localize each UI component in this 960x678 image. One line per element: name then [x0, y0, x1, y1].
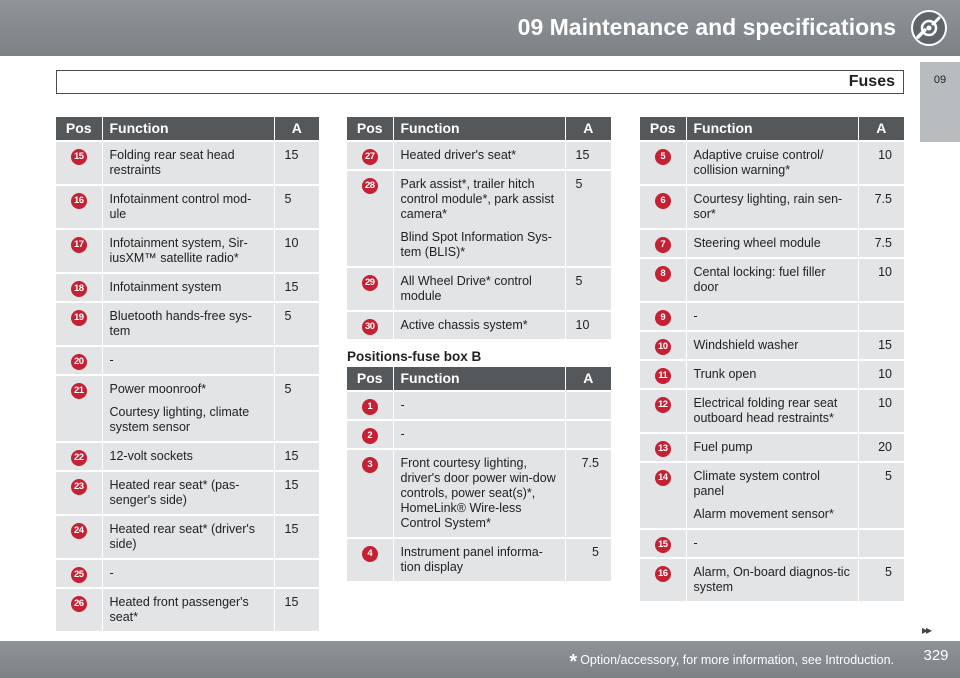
pos-cell [640, 558, 686, 601]
function-text: - [109, 566, 114, 580]
fuse-number-badge: 7 [655, 237, 671, 253]
fuse-table-left [56, 117, 319, 631]
col-function: Function [102, 117, 274, 141]
function-text: Alarm, On-board diagnos-tic system [693, 565, 850, 594]
fuse-number-badge: 8 [655, 266, 671, 282]
table-row [56, 442, 319, 471]
function-text: 12-volt sockets [109, 449, 193, 463]
function-cell [686, 529, 858, 558]
fuse-number-badge: 20 [71, 354, 87, 370]
fuse-number-badge: 14 [655, 470, 671, 486]
page-number: 329 [923, 647, 949, 664]
table-row [56, 185, 319, 229]
pos-cell [56, 515, 102, 559]
chapter-header [0, 0, 960, 56]
col-pos: Pos [347, 117, 393, 141]
function-text: Cental locking: fuel filler door [693, 265, 826, 294]
wrench-gear-icon [910, 9, 948, 47]
function-text: Trunk open [693, 367, 757, 381]
amperage-cell: 15 [274, 141, 319, 185]
col-pos: Pos [56, 117, 102, 141]
amperage-cell: 15 [274, 471, 319, 515]
pos-cell [56, 442, 102, 471]
fuse-table-middle-top [347, 117, 611, 339]
function-text: Infotainment system [109, 280, 222, 294]
pos-cell [56, 185, 102, 229]
fuse-table-box-b [347, 367, 611, 581]
fuse-table-right [640, 117, 904, 601]
table-row [56, 273, 319, 302]
function-text: Courtesy lighting, climate system sensor [109, 405, 250, 434]
fuse-number-badge: 21 [71, 383, 87, 399]
table-row [640, 389, 904, 433]
function-cell [102, 588, 274, 631]
fuse-number-badge: 4 [362, 546, 378, 562]
table-row [56, 302, 319, 346]
fuse-number-badge: 1 [362, 399, 378, 415]
col-amp: A [858, 117, 904, 141]
table-row [347, 420, 611, 449]
function-cell [102, 185, 274, 229]
fuse-number-badge: 6 [655, 193, 671, 209]
fuse-number-badge: 2 [362, 428, 378, 444]
pos-cell [56, 273, 102, 302]
pos-cell [347, 170, 393, 267]
amperage-cell: 10 [858, 389, 904, 433]
function-cell [686, 141, 858, 185]
function-cell [393, 449, 565, 538]
function-cell [686, 331, 858, 360]
amperage-cell: 15 [274, 273, 319, 302]
table-row [640, 529, 904, 558]
pos-cell [347, 391, 393, 420]
function-cell [102, 302, 274, 346]
fuse-number-badge: 11 [655, 368, 671, 384]
pos-cell [640, 433, 686, 462]
function-text: Heated front passenger's seat* [109, 595, 249, 624]
fuse-number-badge: 26 [71, 596, 87, 612]
function-cell [102, 141, 274, 185]
amperage-cell: 5 [274, 185, 319, 229]
table-row [640, 360, 904, 389]
function-text: Electrical folding rear seat outboard head restraints* [693, 396, 838, 425]
amperage-cell: 10 [858, 141, 904, 185]
fuse-number-badge: 10 [655, 339, 671, 355]
function-cell [102, 229, 274, 273]
pos-cell [56, 588, 102, 631]
table-row [640, 229, 904, 258]
pos-cell [640, 462, 686, 529]
amperage-cell [858, 529, 904, 558]
function-cell [393, 420, 565, 449]
fuse-number-badge: 27 [362, 149, 378, 165]
col-amp: A [565, 367, 611, 391]
double-chevron-right-icon[interactable]: ▸▸ [922, 623, 931, 637]
table-row [56, 141, 319, 185]
amperage-cell: 10 [565, 311, 611, 339]
col-amp: A [565, 117, 611, 141]
fuse-number-badge: 13 [655, 441, 671, 457]
function-text: Front courtesy lighting, driver's door power win-dow controls, power seat(s)*, HomeLink® Wire-less Control System* [400, 456, 556, 530]
section-title: Fuses [848, 73, 895, 90]
function-cell [393, 391, 565, 420]
chapter-tab-label: 09 [933, 74, 947, 86]
amperage-cell: 5 [274, 375, 319, 442]
col-function: Function [393, 117, 565, 141]
function-cell [102, 375, 274, 442]
footnote-text: Option/accessory, for more information, see Introduction. [580, 653, 894, 667]
pos-cell [347, 267, 393, 311]
table-row [347, 170, 611, 267]
fuse-number-badge: 15 [655, 537, 671, 553]
amperage-cell: 15 [274, 515, 319, 559]
table-row [347, 267, 611, 311]
pos-cell [347, 311, 393, 339]
pos-cell [56, 229, 102, 273]
function-cell [102, 346, 274, 375]
fuse-number-badge: 16 [71, 193, 87, 209]
function-text: Heated rear seat* (pas-senger's side) [109, 478, 240, 507]
amperage-cell: 10 [274, 229, 319, 273]
chapter-title: 09 Maintenance and specifications [517, 14, 896, 40]
function-cell [393, 267, 565, 311]
amperage-cell: 5 [565, 538, 611, 581]
fuse-number-badge: 23 [71, 479, 87, 495]
function-text: - [400, 398, 405, 412]
fuse-number-badge: 28 [362, 178, 378, 194]
amperage-cell [565, 391, 611, 420]
function-text: Heated driver's seat* [400, 148, 517, 162]
function-text: Instrument panel informa-tion display [400, 545, 543, 574]
table-row [56, 375, 319, 442]
chapter-tab[interactable] [920, 62, 960, 142]
function-text: Power moonroof* [109, 382, 207, 396]
table-row [347, 538, 611, 581]
fuse-number-badge: 15 [71, 149, 87, 165]
amperage-cell: 10 [858, 360, 904, 389]
table-row [640, 462, 904, 529]
function-text: Blind Spot Information Sys-tem (BLIS)* [400, 230, 552, 259]
pos-cell [640, 229, 686, 258]
amperage-cell: 15 [274, 588, 319, 631]
footer-note [569, 651, 894, 674]
pos-cell [347, 538, 393, 581]
fuse-number-badge: 22 [71, 450, 87, 466]
table-row [56, 588, 319, 631]
pos-cell [640, 331, 686, 360]
pos-cell [640, 141, 686, 185]
pos-cell [56, 141, 102, 185]
function-text: - [400, 427, 405, 441]
fuse-number-badge: 3 [362, 457, 378, 473]
col-function: Function [686, 117, 858, 141]
function-text: Alarm movement sensor* [693, 507, 834, 521]
amperage-cell: 7.5 [565, 449, 611, 538]
amperage-cell: 10 [858, 258, 904, 302]
function-text: Windshield washer [693, 338, 799, 352]
footnote-star: * [569, 651, 578, 673]
pos-cell [56, 375, 102, 442]
function-cell [393, 141, 565, 170]
function-text: Climate system control panel [693, 469, 820, 498]
function-cell [393, 170, 565, 267]
function-cell [686, 229, 858, 258]
amperage-cell: 7.5 [858, 185, 904, 229]
fuse-number-badge: 29 [362, 275, 378, 291]
function-text: Fuel pump [693, 440, 753, 454]
function-cell [686, 462, 858, 529]
table-row [640, 141, 904, 185]
function-cell [393, 538, 565, 581]
amperage-cell: 5 [858, 462, 904, 529]
amperage-cell [565, 420, 611, 449]
fuse-number-badge: 30 [362, 319, 378, 335]
pos-cell [640, 258, 686, 302]
pos-cell [56, 559, 102, 588]
fuse-number-badge: 12 [655, 397, 671, 413]
amperage-cell [274, 346, 319, 375]
function-text: Adaptive cruise control/ collision warning* [693, 148, 824, 177]
function-cell [686, 558, 858, 601]
pos-cell [640, 360, 686, 389]
page-footer [0, 641, 960, 678]
function-cell [686, 185, 858, 229]
function-cell [102, 515, 274, 559]
table-row [640, 302, 904, 331]
section-bar [56, 70, 904, 94]
fuse-box-b-caption: Positions-fuse box B [347, 349, 482, 364]
function-cell [102, 273, 274, 302]
amperage-cell: 15 [274, 442, 319, 471]
table-row [347, 311, 611, 339]
fuse-number-badge: 16 [655, 566, 671, 582]
pos-cell [640, 389, 686, 433]
table-row [640, 331, 904, 360]
amperage-cell: 5 [274, 302, 319, 346]
col-function: Function [393, 367, 565, 391]
amperage-cell: 5 [565, 170, 611, 267]
function-text: Park assist*, trailer hitch control module*, park assist camera* [400, 177, 555, 221]
table-row [56, 515, 319, 559]
fuse-number-badge: 5 [655, 149, 671, 165]
function-text: Heated rear seat* (driver's side) [109, 522, 256, 551]
pos-cell [640, 302, 686, 331]
function-text: - [693, 536, 698, 550]
amperage-cell: 5 [565, 267, 611, 311]
amperage-cell [858, 302, 904, 331]
table-row [56, 346, 319, 375]
pos-cell [640, 185, 686, 229]
table-row [640, 433, 904, 462]
table-row [640, 258, 904, 302]
table-row [56, 559, 319, 588]
fuse-number-badge: 18 [71, 281, 87, 297]
function-cell [686, 433, 858, 462]
amperage-cell: 15 [565, 141, 611, 170]
fuse-number-badge: 17 [71, 237, 87, 253]
function-text: Infotainment system, Sir-iusXM™ satellite radio* [109, 236, 248, 265]
function-cell [393, 311, 565, 339]
pos-cell [640, 529, 686, 558]
table-row [640, 558, 904, 601]
pos-cell [56, 471, 102, 515]
table-row [56, 471, 319, 515]
function-text: Folding rear seat head restraints [109, 148, 235, 177]
pos-cell [347, 449, 393, 538]
function-cell [102, 442, 274, 471]
table-row [347, 449, 611, 538]
table-row [347, 391, 611, 420]
amperage-cell: 7.5 [858, 229, 904, 258]
function-cell [102, 471, 274, 515]
function-text: All Wheel Drive* control module [400, 274, 532, 303]
pos-cell [56, 302, 102, 346]
amperage-cell [274, 559, 319, 588]
col-amp: A [274, 117, 319, 141]
fuse-number-badge: 25 [71, 567, 87, 583]
col-pos: Pos [640, 117, 686, 141]
fuse-number-badge: 9 [655, 310, 671, 326]
pos-cell [347, 141, 393, 170]
function-cell [686, 360, 858, 389]
function-text: Steering wheel module [693, 236, 821, 250]
col-pos: Pos [347, 367, 393, 391]
amperage-cell: 15 [858, 331, 904, 360]
table-row [347, 141, 611, 170]
function-text: - [693, 309, 698, 323]
pos-cell [56, 346, 102, 375]
function-text: Courtesy lighting, rain sen-sor* [693, 192, 843, 221]
function-cell [686, 258, 858, 302]
function-cell [686, 389, 858, 433]
function-text: Active chassis system* [400, 318, 528, 332]
function-text: Bluetooth hands-free sys-tem [109, 309, 252, 338]
table-row [56, 229, 319, 273]
pos-cell [347, 420, 393, 449]
fuse-number-badge: 24 [71, 523, 87, 539]
function-text: Infotainment control mod-ule [109, 192, 252, 221]
function-cell [102, 559, 274, 588]
function-cell [686, 302, 858, 331]
table-row [640, 185, 904, 229]
amperage-cell: 20 [858, 433, 904, 462]
amperage-cell: 5 [858, 558, 904, 601]
function-text: - [109, 353, 114, 367]
fuse-number-badge: 19 [71, 310, 87, 326]
